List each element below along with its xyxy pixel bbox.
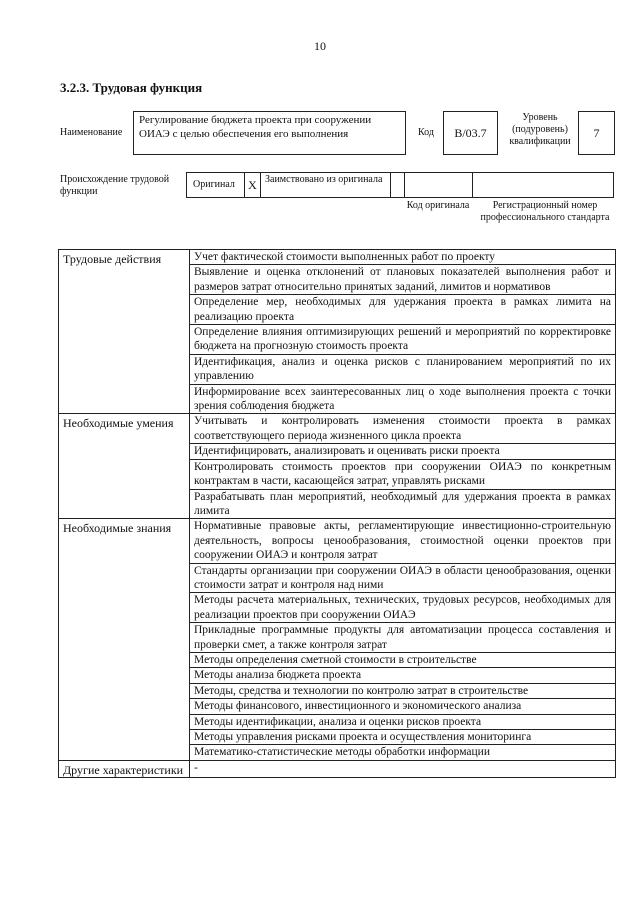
section-heading: Другие характеристики	[59, 760, 190, 777]
empty-cell	[391, 173, 405, 197]
function-table-body	[59, 250, 616, 778]
list-item: Прикладные программные продукты для автоматизации процесса составления и проверки смет, а также контроля затрат	[190, 623, 616, 653]
list-item: Методы определения сметной стоимости в строительстве	[190, 652, 616, 667]
level-box: 7	[578, 111, 615, 155]
list-item: Контролировать стоимость проектов при сооружении ОИАЭ по конкретным контрактам в части, касающейся затрат, управлять рисками	[190, 459, 616, 489]
code-label: Код	[418, 127, 434, 138]
code-box: B/03.7	[443, 111, 498, 155]
section-heading: Необходимые знания	[59, 519, 190, 761]
list-item: Информирование всех заинтересованных лиц о ходе выполнения проекта с точки зрения соблюдения бюджета	[190, 384, 616, 414]
original-label: Оригинал	[187, 173, 245, 197]
function-name-box: Регулирование бюджета проекта при сооружении ОИАЭ с целью обеспечения его выполнения	[133, 111, 406, 155]
origin-label: Происхождение трудовой функции	[60, 174, 170, 197]
list-item: Методы управления рисками проекта и осуществления мониторинга	[190, 730, 616, 745]
list-item: Учитывать и контролировать изменения стоимости проекта в рамках соответствующего периода жизненного цикла проекта	[190, 414, 616, 444]
original-mark: X	[245, 173, 261, 197]
section-title: 3.2.3. Трудовая функция	[60, 80, 203, 95]
list-item: Идентифицировать, анализировать и оценивать риски проекта	[190, 444, 616, 459]
list-item: Методы, средства и технологии по контролю затрат в строительстве	[190, 683, 616, 698]
section-heading: Необходимые умения	[59, 414, 190, 519]
list-item: Математико-статистические методы обработки информации	[190, 745, 616, 760]
list-item: Методы анализа бюджета проекта	[190, 668, 616, 683]
list-item: -	[190, 760, 616, 777]
list-item: Методы расчета материальных, технических, трудовых ресурсов, необходимых для реализации проектов при сооружении ОИАЭ	[190, 593, 616, 623]
list-item: Нормативные правовые акты, регламентирующие инвестиционно-строительную деятельность, вопросы ценообразования, стоимостной оценки проектов при сооружении ОИАЭ и контроля затрат	[190, 519, 616, 563]
name-label: Наименование	[60, 127, 123, 138]
list-item: Методы финансового, инвестиционного и экономического анализа	[190, 699, 616, 714]
list-item: Стандарты организации при сооружении ОИАЭ в области ценообразования, оценки стоимости затрат и контроля над ними	[190, 563, 616, 593]
function-table	[58, 249, 616, 778]
list-item: Разрабатывать план мероприятий, необходимый для удержания проекта в рамках лимита	[190, 489, 616, 519]
reg-number-caption: Регистрационный номер профессионального стандарта	[480, 200, 610, 223]
list-item: Учет фактической стоимости выполненных работ по проекту	[190, 250, 616, 265]
list-item: Определение мер, необходимых для удержания проекта в рамках лимита на реализацию проекта	[190, 295, 616, 325]
page-number: 10	[314, 39, 326, 53]
original-code-caption: Код оригинала	[406, 200, 470, 211]
level-label: Уровень (подуровень) квалификации	[509, 112, 571, 147]
list-item: Идентификация, анализ и оценка рисков с планированием мероприятий по их управлению	[190, 354, 616, 384]
original-code-cell	[405, 173, 473, 197]
origin-grid	[186, 172, 614, 198]
list-item: Методы идентификации, анализа и оценки рисков проекта	[190, 714, 616, 729]
list-item: Выявление и оценка отклонений от плановых показателей выполнения работ и размеров затрат относительно принятых заданий, лимитов и нормативов	[190, 265, 616, 295]
borrowed-label: Заимствовано из оригинала	[261, 173, 391, 197]
table-row	[59, 519, 616, 563]
table-row	[59, 414, 616, 444]
table-row	[59, 760, 616, 777]
table-row	[59, 250, 616, 265]
reg-number-cell	[473, 173, 613, 197]
list-item: Определение влияния оптимизирующих решений и мероприятий по корректировке бюджета на прогнозную стоимость проекта	[190, 325, 616, 355]
section-heading: Трудовые действия	[59, 250, 190, 414]
